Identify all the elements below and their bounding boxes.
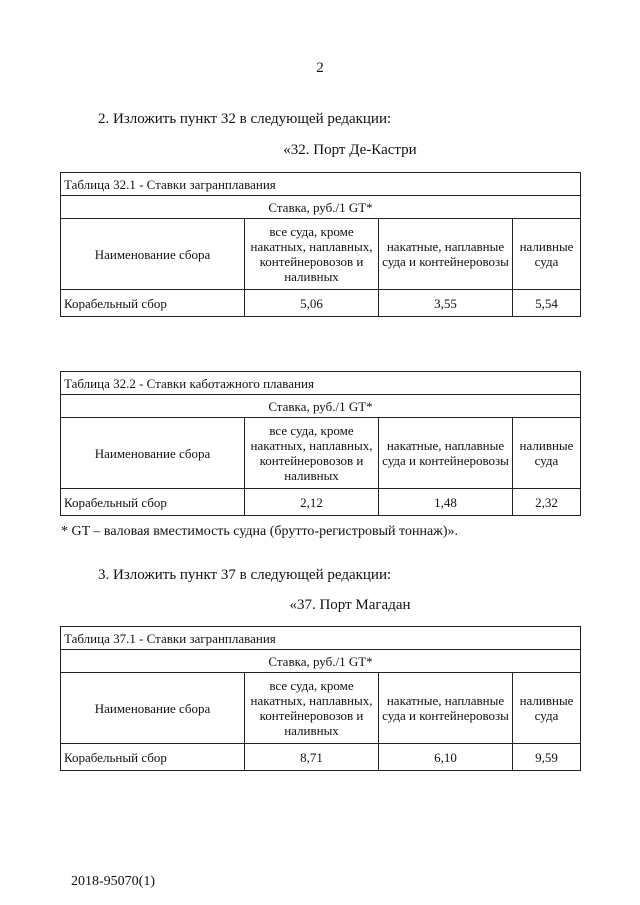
- document-id: 2018-95070(1): [71, 874, 155, 889]
- column-header-roro-container: накатные, наплавные суда и контейнеровозы: [379, 673, 513, 744]
- table-row: [61, 290, 581, 317]
- rate-header: Ставка, руб./1 GT*: [61, 196, 581, 219]
- column-header-fee-name: Наименование сбора: [61, 418, 245, 489]
- column-header-tankers: наливные суда: [513, 219, 581, 290]
- column-header-all-vessels: все суда, кроме накатных, наплавных, контейнеровозов и наливных: [245, 418, 379, 489]
- instruction-paragraph-37: 3. Изложить пункт 37 в следующей редакции:: [98, 567, 392, 583]
- rates-table-32-2: [60, 371, 581, 516]
- row-label: Корабельный сбор: [61, 489, 245, 516]
- column-header-tankers: наливные суда: [513, 418, 581, 489]
- value-cell: 5,06: [245, 290, 379, 317]
- rates-table-32-1: [60, 172, 581, 317]
- port-heading-magadan: «37. Порт Магадан: [289, 597, 411, 613]
- rate-header: Ставка, руб./1 GT*: [61, 395, 581, 418]
- value-cell: 2,32: [513, 489, 581, 516]
- table-row: [61, 489, 581, 516]
- column-header-roro-container: накатные, наплавные суда и контейнеровозы: [379, 219, 513, 290]
- port-heading-de-kastri: «32. Порт Де-Кастри: [283, 142, 417, 158]
- page-number: 2: [316, 60, 324, 76]
- table-caption: Таблица 32.2 - Ставки каботажного плавания: [61, 372, 581, 395]
- value-cell: 9,59: [513, 744, 581, 771]
- column-header-all-vessels: все суда, кроме накатных, наплавных, контейнеровозов и наливных: [245, 673, 379, 744]
- footnote: * GT – валовая вместимость судна (брутто-регистровый тоннаж)».: [61, 524, 458, 539]
- rates-table-37-1: [60, 626, 581, 771]
- column-header-fee-name: Наименование сбора: [61, 673, 245, 744]
- value-cell: 2,12: [245, 489, 379, 516]
- column-header-fee-name: Наименование сбора: [61, 219, 245, 290]
- table-row: [61, 744, 581, 771]
- value-cell: 1,48: [379, 489, 513, 516]
- row-label: Корабельный сбор: [61, 290, 245, 317]
- row-label: Корабельный сбор: [61, 744, 245, 771]
- column-header-roro-container: накатные, наплавные суда и контейнеровозы: [379, 418, 513, 489]
- table-caption: Таблица 32.1 - Ставки загранплавания: [61, 173, 581, 196]
- value-cell: 6,10: [379, 744, 513, 771]
- table-caption: Таблица 37.1 - Ставки загранплавания: [61, 627, 581, 650]
- value-cell: 8,71: [245, 744, 379, 771]
- value-cell: 3,55: [379, 290, 513, 317]
- instruction-paragraph-32: 2. Изложить пункт 32 в следующей редакции:: [98, 111, 392, 127]
- rate-header: Ставка, руб./1 GT*: [61, 650, 581, 673]
- value-cell: 5,54: [513, 290, 581, 317]
- column-header-all-vessels: все суда, кроме накатных, наплавных, контейнеровозов и наливных: [245, 219, 379, 290]
- column-header-tankers: наливные суда: [513, 673, 581, 744]
